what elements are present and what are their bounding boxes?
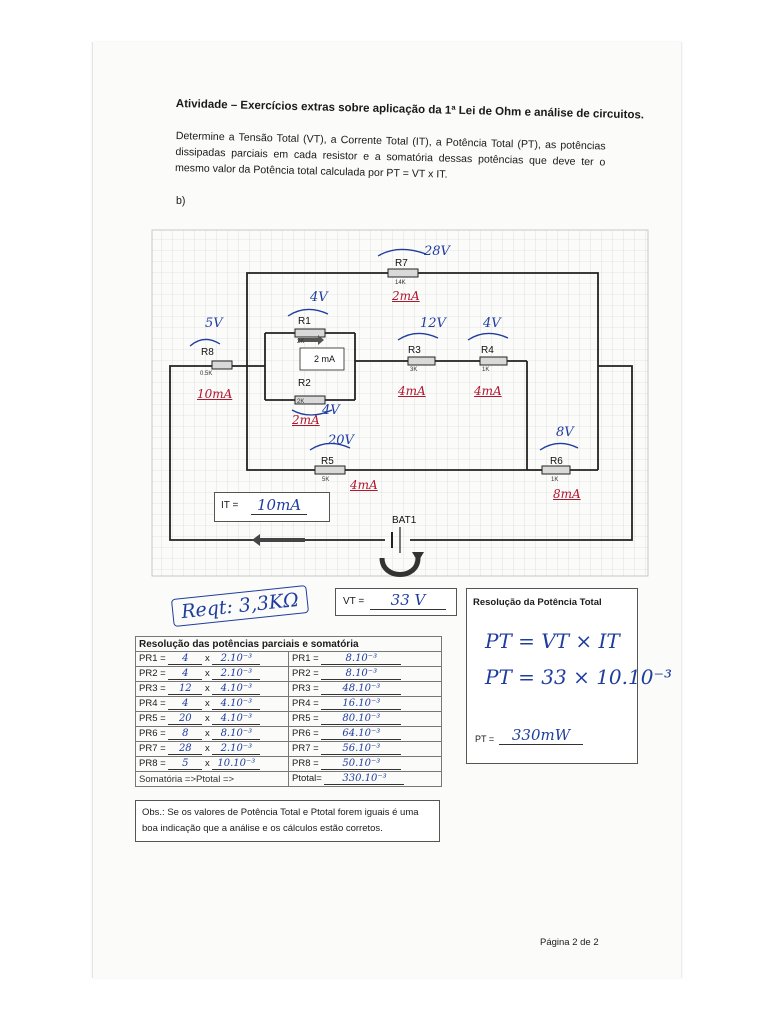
partial-result-cell	[289, 712, 442, 727]
r6-body	[542, 466, 570, 474]
pr-power: 8.10⁻³	[321, 668, 401, 680]
obs-note: Obs.: Se os valores de Potência Total e Ptotal forem iguais é uma boa indicação que a análise e os cálculos estão corretos.	[135, 800, 440, 842]
partial-calc-cell	[136, 712, 289, 727]
pr-label: PR8 =	[139, 758, 166, 769]
pr-current: 8.10⁻³	[212, 728, 260, 740]
page-number: Página 2 de 2	[540, 937, 599, 948]
pr-voltage: 20	[168, 713, 202, 725]
pr-current: 4.10⁻³	[212, 683, 260, 695]
partial-result-cell	[289, 727, 442, 742]
pr-current: 2.10⁻³	[212, 668, 260, 680]
vt-value: 33 V	[370, 591, 446, 610]
pr-voltage: 28	[168, 743, 202, 755]
pr-result-label: PR2 =	[292, 668, 319, 679]
instructions-text: Determine a Tensão Total (VT), a Corrente Total (IT), a Potência Total (PT), as potências dissipadas parciais em cada resistor e a somatória dessas potências que deve ter o mesmo valor da Potência total calculada por PT = VT x IT.	[174, 129, 606, 181]
pr-current: 2.10⁻³	[212, 653, 260, 665]
r7-body	[388, 269, 418, 277]
pr-voltage: 4	[168, 698, 202, 710]
r1-label: R1	[298, 316, 311, 327]
r4-label: R4	[481, 345, 494, 356]
pt-value: 330mW	[499, 726, 583, 745]
table-row	[136, 682, 442, 697]
partial-calc-cell	[136, 757, 289, 772]
partial-calc-cell	[136, 727, 289, 742]
pr-result-label: PR3 =	[292, 683, 319, 694]
ptotal-cell	[289, 772, 442, 787]
pr-label: PR1 =	[139, 653, 166, 664]
table-row	[136, 697, 442, 712]
r4-body	[480, 357, 507, 365]
pr-current: 4.10⁻³	[212, 713, 260, 725]
pr-label: PR2 =	[139, 668, 166, 679]
r8-body	[212, 361, 232, 369]
r4-value: 1K	[482, 367, 490, 373]
r2-voltage: 4V	[322, 403, 340, 418]
pr-power: 64.10⁻³	[321, 728, 401, 740]
power-total-box	[466, 588, 673, 764]
r2-current: 2mA	[292, 413, 320, 427]
pr-power: 80.10⁻³	[321, 713, 401, 725]
times-sign: x	[204, 728, 210, 739]
times-sign: x	[204, 698, 210, 709]
r5-label: R5	[321, 456, 334, 467]
r1-voltage: 4V	[310, 290, 328, 305]
vt-label: VT =	[343, 596, 365, 607]
table-row	[136, 652, 442, 667]
r2-value: 2K	[297, 399, 305, 405]
times-sign: x	[204, 758, 210, 769]
partial-calc-cell	[136, 742, 289, 757]
pr-power: 8.10⁻³	[321, 653, 401, 665]
r7-label: R7	[395, 258, 408, 269]
partial-result-cell	[289, 667, 442, 682]
r8-value: 0.5K	[200, 371, 213, 377]
partials-table-wrap	[135, 636, 442, 787]
pr-current: 4.10⁻³	[212, 698, 260, 710]
pr-power: 48.10⁻³	[321, 683, 401, 695]
r3-label: R3	[408, 345, 421, 356]
pr-result-label: PR8 =	[292, 758, 319, 769]
sum-label: Somatória =>Ptotal =>	[136, 772, 289, 787]
pr-label: PR5 =	[139, 713, 166, 724]
table-row	[136, 712, 442, 727]
partial-result-cell	[289, 652, 442, 667]
r6-voltage: 8V	[556, 425, 574, 440]
pr-result-label: PR5 =	[292, 713, 319, 724]
pr-result-label: PR6 =	[292, 728, 319, 739]
r6-label: R6	[550, 456, 563, 467]
ptotal-value: 330.10⁻³	[324, 773, 404, 785]
r5-value: 5K	[322, 477, 330, 483]
partial-calc-cell	[136, 682, 289, 697]
r4-current: 4mA	[474, 384, 502, 398]
partial-result-cell	[289, 757, 442, 772]
r6-value: 1K	[551, 477, 559, 483]
power-line1: PT = VT × IT	[485, 629, 620, 653]
pr-label: PR7 =	[139, 743, 166, 754]
r4-voltage: 4V	[483, 316, 501, 331]
partials-header: Resolução das potências parciais e somatória	[136, 637, 442, 652]
times-sign: x	[204, 743, 210, 754]
table-row	[136, 742, 442, 757]
times-sign: x	[204, 653, 210, 664]
partials-table	[135, 636, 442, 787]
pt-label: PT =	[475, 734, 495, 744]
table-row	[136, 667, 442, 682]
r7-voltage: 28V	[424, 244, 450, 259]
pr-voltage: 5	[168, 758, 202, 770]
partial-result-cell	[289, 742, 442, 757]
pr-result-label: PR4 =	[292, 698, 319, 709]
r3-current: 4mA	[398, 384, 426, 398]
r5-voltage: 20V	[328, 433, 354, 448]
it-label: IT =	[221, 500, 239, 511]
r5-current: 4mA	[350, 478, 378, 492]
r8-voltage: 5V	[205, 316, 223, 331]
r1-value: 2K	[297, 339, 305, 345]
pr-voltage: 4	[168, 668, 202, 680]
r7-current: 2mA	[392, 289, 420, 303]
partial-calc-cell	[136, 667, 289, 682]
pr-power: 16.10⁻³	[321, 698, 401, 710]
item-label: b)	[176, 195, 186, 207]
partial-calc-cell	[136, 697, 289, 712]
pr-label: PR4 =	[139, 698, 166, 709]
times-sign: x	[204, 683, 210, 694]
table-row	[136, 757, 442, 772]
r2-label: R2	[298, 378, 311, 389]
r5-body	[315, 466, 345, 474]
activity-title: Atividade – Exercícios extras sobre aplicação da 1ª Lei de Ohm e análise de circuitos.	[175, 98, 645, 122]
pr-current: 10.10⁻³	[212, 758, 260, 770]
battery-label: BAT1	[392, 515, 417, 526]
r6-current: 8mA	[553, 487, 581, 501]
r1-body	[295, 329, 325, 337]
pr-voltage: 4	[168, 653, 202, 665]
r8-label: R8	[201, 347, 214, 358]
times-sign: x	[204, 713, 210, 724]
it-value: 10mA	[251, 496, 307, 515]
pr-result-label: PR1 =	[292, 653, 319, 664]
r7-value: 14K	[395, 280, 406, 286]
vt-box	[335, 588, 457, 616]
power-line2: PT = 33 × 10.10⁻³	[485, 665, 673, 689]
req-note: Reqt: 3,3KΩ	[171, 585, 309, 627]
table-row	[136, 727, 442, 742]
pr-label: PR6 =	[139, 728, 166, 739]
ptotal-label: Ptotal=	[292, 773, 322, 784]
r3-body	[408, 357, 435, 365]
pr-current: 2.10⁻³	[212, 743, 260, 755]
partial-result-cell	[289, 697, 442, 712]
partial-calc-cell	[136, 652, 289, 667]
pr-power: 56.10⁻³	[321, 743, 401, 755]
power-header: Resolução da Potência Total	[473, 597, 602, 608]
r3-voltage: 12V	[420, 316, 446, 331]
times-sign: x	[204, 668, 210, 679]
partial-result-cell	[289, 682, 442, 697]
it-box	[214, 492, 330, 522]
pr-voltage: 12	[168, 683, 202, 695]
pr-voltage: 8	[168, 728, 202, 740]
given-current: 2 mA	[314, 354, 336, 364]
pr-label: PR3 =	[139, 683, 166, 694]
pr-result-label: PR7 =	[292, 743, 319, 754]
pr-power: 50.10⁻³	[321, 758, 401, 770]
r8-current: 10mA	[197, 387, 233, 401]
r3-value: 3K	[410, 367, 418, 373]
